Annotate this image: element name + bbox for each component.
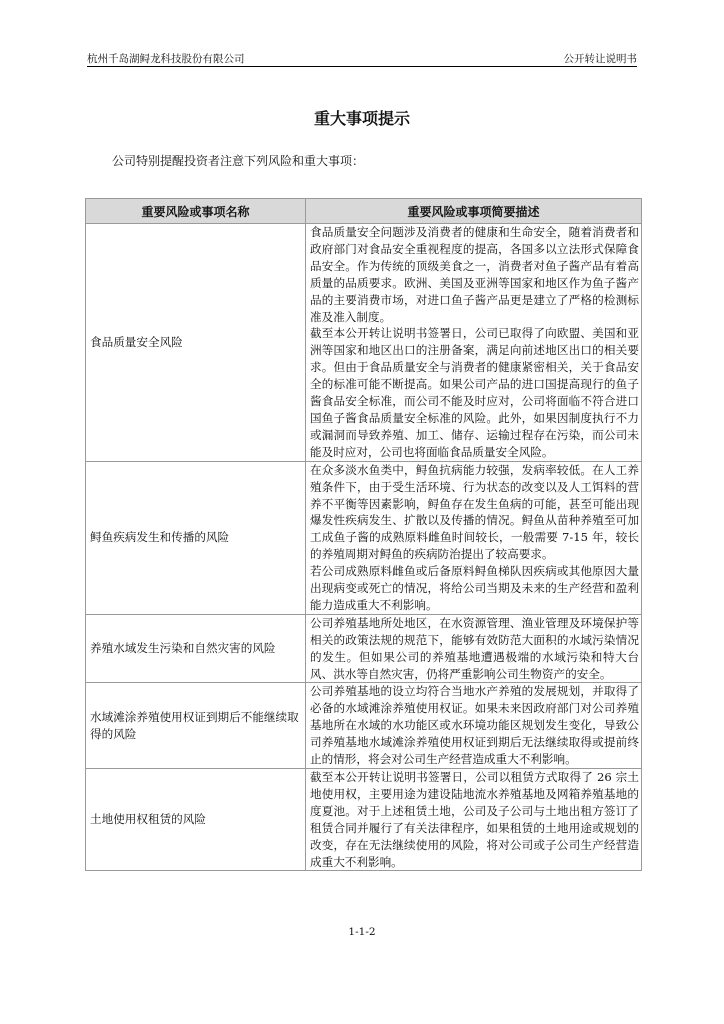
col-header-desc: 重要风险或事项简要描述 bbox=[306, 199, 642, 224]
page-title: 重大事项提示 bbox=[313, 109, 410, 128]
risk-name: 养殖水域发生污染和自然灾害的风险 bbox=[86, 614, 306, 683]
risk-name: 水域滩涂养殖使用权证到期后不能继续取得的风险 bbox=[86, 683, 306, 769]
risk-desc bbox=[306, 614, 642, 683]
risk-desc bbox=[306, 224, 642, 462]
risk-desc-paragraph: 公司养殖基地所处地区，在水资源管理、渔业管理及环境保护等相关的政策法规的规范下，能够有效防范大面积的水域污染情况的发生。但如果公司的养殖基地遭遇极端的水域污染和特大台风、洪水等自然灾害，仍将严重影响公司生物资产的安全。 bbox=[310, 615, 639, 681]
risk-desc-paragraph: 若公司成熟原料雌鱼或后备原料鲟鱼梯队因疾病或其他原因大量出现病变或死亡的情况，将给公司当期及未来的生产经营和盈利能力造成重大不利影响。 bbox=[310, 564, 639, 612]
risk-name: 鲟鱼疾病发生和传播的风险 bbox=[86, 461, 306, 614]
risk-desc-paragraph: 在众多淡水鱼类中，鲟鱼抗病能力较强，发病率较低。在人工养殖条件下，由于受生活环境、行为状态的改变以及人工饵料的营养不平衡等因素影响，鲟鱼存在发生鱼病的可能，甚至可能出现爆发性疾病发生、扩散以及传播的情况。鲟鱼从苗种养殖至可加工成鱼子酱的成熟原料雌鱼时间较长，一般需要 7-15 年，较长的养殖周期对鲟鱼的疾病防治提出了较高要求。 bbox=[310, 462, 639, 562]
risk-desc-paragraph: 食品质量安全问题涉及消费者的健康和生命安全，随着消费者和政府部门对食品安全重视程度的提高，各国多以立法形式保障食品安全。作为传统的顶级美食之一，消费者对鱼子酱产品有着高质量的品质要求。欧洲、美国及亚洲等国家和地区作为鱼子酱产品的主要消费市场，对进口鱼子酱产品更是建立了严格的检测标准及准入制度。 bbox=[310, 225, 639, 324]
page-header bbox=[87, 50, 637, 67]
intro-text: 公司特别提醒投资者注意下列风险和重大事项： bbox=[112, 154, 365, 168]
risk-desc bbox=[306, 461, 642, 614]
risk-name: 土地使用权租赁的风险 bbox=[86, 769, 306, 871]
risk-name: 食品质量安全风险 bbox=[86, 224, 306, 462]
table-row bbox=[86, 769, 642, 871]
header-company: 杭州千岛湖鲟龙科技股份有限公司 bbox=[87, 53, 245, 65]
col-header-name: 重要风险或事项名称 bbox=[86, 199, 306, 224]
risk-desc-paragraph: 公司养殖基地的设立均符合当地水产养殖的发展规划，并取得了必备的水域滩涂养殖使用权证。如果未来因政府部门对公司养殖基地所在水域的水功能区或水环境功能区规划发生变化，导致公司养殖基地水域滩涂养殖使用权证到期后无法继续取得或提前终止的情形，将会对公司生产经营造成重大不利影响。 bbox=[310, 684, 639, 767]
risk-desc bbox=[306, 683, 642, 769]
risk-desc-paragraph: 截至本公开转让说明书签署日，公司以租赁方式取得了 26 宗土地使用权，主要用途为建设陆地流水养殖基地及网箱养殖基地的度夏池。对于上述租赁土地，公司及子公司与土地出租方签订了租赁合同并履行了有关法律程序，如果租赁的土地用途或规划的改变，存在无法继续使用的风险，将对公司或子公司生产经营造成重大不利影响。 bbox=[310, 770, 639, 869]
header-doc-type: 公开转让说明书 bbox=[563, 53, 637, 65]
table-row bbox=[86, 683, 642, 769]
page-number: 1-1-2 bbox=[348, 926, 376, 938]
table-row bbox=[86, 461, 642, 614]
risk-desc-paragraph: 截至本公开转让说明书签署日，公司已取得了向欧盟、美国和亚洲等国家和地区出口的注册备案，满足向前述地区出口的相关要求。但由于食品质量安全与消费者的健康紧密相关，关于食品安全的标准可能不断提高。如果公司产品的进口国提高现行的鱼子酱食品安全标准，而公司不能及时应对，公司将面临不符合进口国鱼子酱食品质量安全标准的风险。此外，如果因制度执行不力或漏洞而导致养殖、加工、储存、运输过程存在污染，而公司未能及时应对，公司也将面临食品质量安全风险。 bbox=[310, 326, 639, 459]
table-row bbox=[86, 224, 642, 462]
table-row bbox=[86, 614, 642, 683]
table-header-row bbox=[86, 199, 642, 224]
risk-desc bbox=[306, 769, 642, 871]
risk-table bbox=[85, 198, 642, 871]
